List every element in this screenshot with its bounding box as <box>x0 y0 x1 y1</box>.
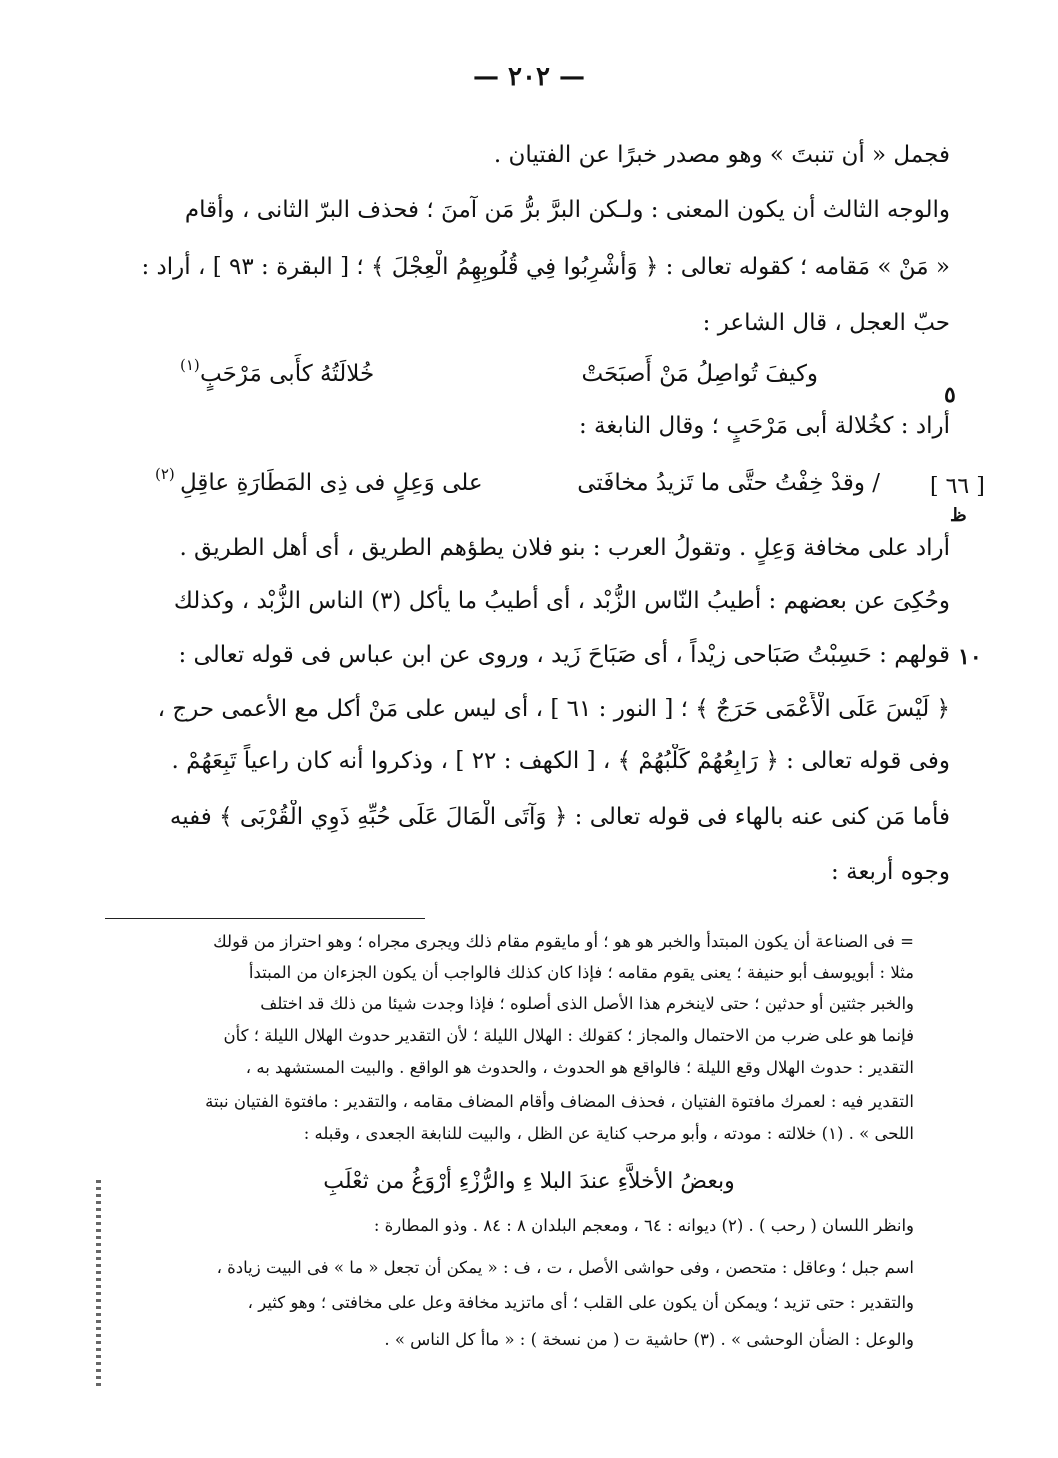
body-line: وجوه أربعة : <box>831 859 950 885</box>
verse-1-first-hemistich: وكيفَ تُواصِلُ مَنْ أَصبَحَتْ <box>581 361 818 387</box>
body-line: وفى قوله تعالى : ﴿ رَابِعُهُمْ كَلْبُهُمْ ﴾ ، [ الكهف : ٢٢ ] ، وذكروا أنه كان راعياً تَبِعَهُمْ . <box>171 748 950 774</box>
footnote-line: والتقدير : حتى تزيد ؛ ويمكن أن يكون على القلب ؛ أى ماتزيد مخافة وعل على مخافتى ؛ وهو كثير ، <box>247 1293 914 1312</box>
body-line: ﴿ لَيْسَ عَلَى الْأَعْمَى حَرَجٌ ﴾ ؛ [ النور : ٦١ ] ، أى ليس على مَنْ أكل مع الأعمى حرج ، <box>157 696 950 722</box>
footnote-line: اللحى » . (١) خلالته : مودته ، وأبو مرحب كناية عن الظل ، والبيت للنابغة الجعدى ، وقبله : <box>303 1124 914 1143</box>
footnote-verse: وبعضُ الأخلاَّءِ عندَ البلا ءِ والرُّزْءِ أرْوَغُ من ثعْلَبِ <box>323 1169 735 1194</box>
manuscript-page-ref: [ ٦٦ ] <box>930 474 985 499</box>
verse-1-second-hemistich: خُلالَتُهُ كأَبى مَرْحَبٍ <box>200 361 375 387</box>
body-line: فأما مَن كنى عنه بالهاء فى قوله تعالى : ﴿ وَآتَى الْمَالَ عَلَى حُبِّهِ ذَوِي الْقُرْبَى ﴾ ففيه <box>169 804 950 830</box>
verse-2-second-hemistich: على وَعِلٍ فى ذِى المَطَارَةِ عاقِلِ <box>180 470 483 496</box>
body-line: أراد : كخُلالة أبى مَرْحَبٍ ؛ وقال النابغة : <box>578 413 950 439</box>
body-line: قولهم : حَسِبْتُ صَبَاحى زيْداً ، أى صَبَاحَ زَيد ، وروى عن ابن عباس فى قوله تعالى : <box>178 642 950 668</box>
footnote-line: = فى الصناعة أن يكون المبتدأ والخبر هو هو ؛ أو مايقوم مقام ذلك ويجرى مجراه ؛ وهو احتراز من قولك <box>213 932 914 951</box>
footnote-line: والوعل : الضأن الوحشى » . (٣) حاشية ت ( من نسخة ) : « ماأ كل الناس » . <box>384 1330 914 1349</box>
manuscript-side-marker: ظ <box>950 505 967 526</box>
footnote-separator <box>105 918 425 919</box>
body-line: حبّ العجل ، قال الشاعر : <box>702 310 950 336</box>
body-line: « مَنْ » مَقامه ؛ كقوله تعالى : ﴿ وَأُشْرِبُوا فِي قُلُوبِهِمُ الْعِجْلَ ﴾ ؛ [ البقرة : ٩٣ ] ، أراد : <box>141 254 950 280</box>
footnote-line: التقدير فيه : لعمرك مافتوة الفتيان ، فحذف المضاف وأقام المضاف مقامه ، والتقدير : مافتوة الفتيان نبتة <box>205 1092 914 1111</box>
footnote-line: مثلا : أبويوسف أبو حنيفة ؛ يعنى يقوم مقامه ؛ فإذا كان كذلك فالواجب أن يكون الجزءان من المبتدأ <box>248 963 914 982</box>
footnote-line: اسم جبل ؛ وعاقل : متحصن ، وفى حواشى الأصل ، ت ، ف : « يمكن أن تجعل « ما » فى البيت زيادة ، <box>216 1258 914 1277</box>
footnote-line: وانظر اللسان ( رحب ) . (٢) ديوانه : ٦٤ ، ومعجم البلدان ٨ : ٨٤ . وذو المطارة : <box>373 1216 914 1235</box>
footnote-marker-1: (١) <box>180 356 200 374</box>
footnote-marker-2: (٢) <box>155 465 175 483</box>
verse-2-first-hemistich: / وقدْ خِفْتُ حتَّى ما تَزيدُ مخافَتى <box>577 470 880 496</box>
body-line: أراد على مخافة وَعِلٍ . وتقولُ العرب : بنو فلان يطؤهم الطريق ، أى أهل الطريق . <box>179 535 950 561</box>
footnote-line: والخبر جثتين أو حدثين ؛ حتى لاينخرم هذا الأصل الذى أصلوه ؛ فإذا وجدت شيئا من ذلك قد اختلف <box>260 994 914 1013</box>
line-number-10: ١٠ <box>958 644 982 670</box>
body-line: وحُكِىَ عن بعضهم : أطيبُ النّاس الزُّبْد ، أى أطيبُ ما يأكل (٣) الناس الزُّبْد ، وكذلك <box>173 588 950 614</box>
body-line: فجمل « أن تنبتَ » وهو مصدر خبرًا عن الفتيان . <box>493 142 950 168</box>
scan-edge-mark <box>96 1180 101 1390</box>
footnote-line: التقدير : حدوث الهلال وقع الليلة ؛ فالواقع هو الحدوث ، والحدوث هو الواقع . والبيت المستشهد به ، <box>245 1058 914 1077</box>
footnote-line: فإنما هو على ضرب من الاحتمال والمجاز ؛ كقولك : الهلال الليلة ؛ لأن التقدير حدوث الهلال الليلة ؛ كأن <box>223 1026 914 1045</box>
line-number-5: ٥ <box>944 382 956 408</box>
body-line: والوجه الثالث أن يكون المعنى : ولـكن البرَّ برُّ مَن آمنَ ؛ فحذف البرّ الثانى ، وأقام <box>184 197 950 223</box>
page-number: — ٢٠٢ — <box>472 62 586 92</box>
